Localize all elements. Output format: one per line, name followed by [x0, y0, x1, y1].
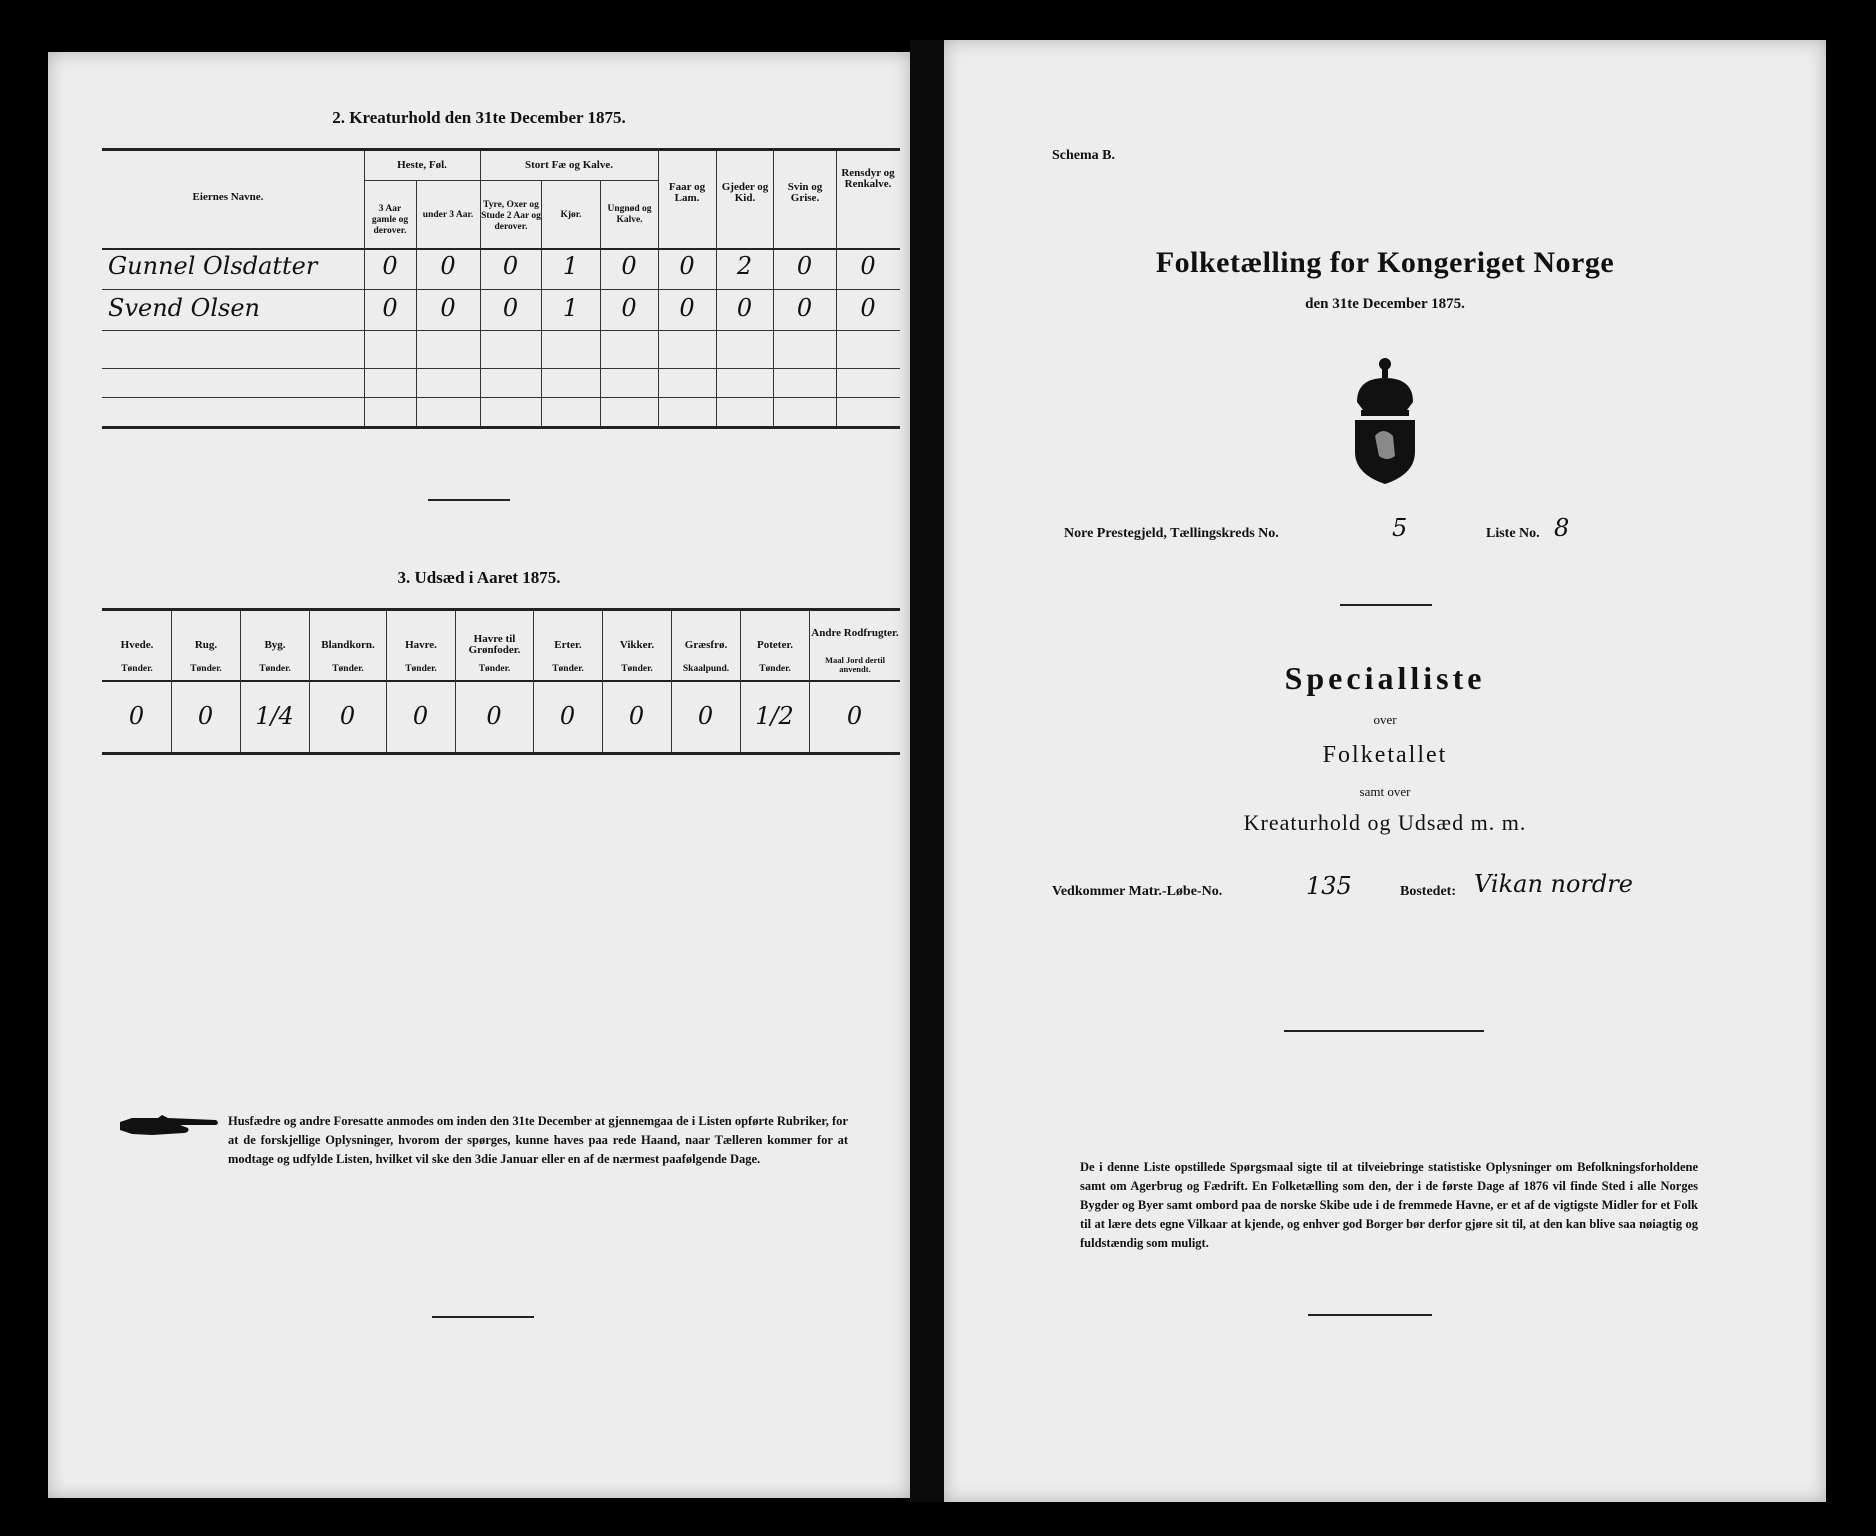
samt-over-label: samt over	[1359, 784, 1411, 799]
table2-top-rule	[102, 148, 900, 151]
heste-group-header: Heste, Føl.	[397, 159, 447, 171]
section3-title: 3. Udsæd i Aaret 1875.	[397, 568, 561, 587]
pointing-hand-icon	[118, 1114, 222, 1138]
owner-name-1: Gunnel Olsdatter	[108, 252, 318, 280]
count-cell: 0	[502, 294, 519, 322]
liste-label: Liste No.	[1486, 526, 1540, 541]
liste-number: 8	[1554, 514, 1570, 542]
count-cell: 2	[736, 252, 753, 280]
poteter-unit: Tønder.	[759, 664, 791, 674]
udsaed-value: 0	[412, 702, 429, 730]
havre-gronfoder-header: Havre til Grønfoder.	[468, 633, 521, 656]
divider	[428, 499, 510, 501]
vikker-header: Vikker.	[619, 639, 655, 651]
graesfro-header: Græsfrø.	[684, 639, 728, 651]
kreds-number: 5	[1392, 514, 1408, 542]
svin-header: Svin og Grise.	[787, 181, 823, 204]
rug-unit: Tønder.	[190, 664, 222, 674]
havre-gronfoder-unit: Tønder.	[478, 664, 511, 674]
udsaed-value: 0	[339, 702, 356, 730]
count-cell: 0	[440, 294, 456, 322]
count-cell: 0	[502, 252, 519, 280]
over-label: over	[1373, 712, 1397, 727]
kjor-header: Kjør.	[560, 210, 582, 220]
matr-label: Vedkommer Matr.-Løbe-No.	[1052, 884, 1223, 899]
kreaturhold-heading: Kreaturhold og Udsæd m. m.	[1243, 810, 1527, 835]
count-cell: 0	[440, 252, 456, 280]
count-cell: 0	[860, 294, 876, 322]
rensdyr-header: Rensdyr og Renkalve.	[841, 167, 895, 190]
count-cell: 0	[382, 294, 398, 322]
count-cell: 0	[736, 294, 753, 322]
owner-name-2: Svend Olsen	[108, 294, 260, 322]
count-cell: 0	[621, 294, 637, 322]
rodfrugter-header: Andre Rodfrugter.	[811, 627, 899, 639]
byg-header: Byg.	[264, 639, 286, 651]
count-cell: 0	[796, 252, 813, 280]
divider	[1340, 604, 1432, 606]
rug-header: Rug.	[194, 639, 218, 651]
count-cell: 0	[679, 252, 695, 280]
table3-bottom-rule	[102, 752, 900, 755]
right-page	[944, 40, 1826, 1502]
blandkorn-unit: Tønder.	[332, 664, 364, 674]
hvede-header: Hvede.	[120, 639, 154, 651]
table3-top-rule	[102, 608, 900, 611]
erter-unit: Tønder.	[552, 664, 584, 674]
graesfro-unit: Skaalpund.	[682, 664, 730, 674]
tyre-header: Tyre, Oxer og Stude 2 Aar og derover.	[481, 200, 541, 232]
udsaed-value: 0	[197, 702, 214, 730]
divider	[1308, 1314, 1432, 1316]
udsaed-value: 1/4	[255, 702, 294, 730]
coat-of-arms-icon	[1349, 356, 1421, 486]
stort-group-header: Stort Fæ og Kalve.	[525, 159, 613, 171]
faar-header: Faar og Lam.	[668, 181, 706, 204]
left-page	[48, 52, 910, 1498]
ungnod-header: Ungnød og Kalve.	[607, 204, 652, 225]
count-cell: 0	[382, 252, 398, 280]
udsaed-value: 0	[628, 702, 645, 730]
havre-header: Havre.	[405, 639, 437, 651]
count-cell: 1	[562, 252, 579, 280]
section2-title: 2. Kreaturhold den 31te December 1875.	[332, 108, 626, 127]
instruction-notice: Husfædre og andre Foresatte anmodes om inden den 31te December at gjennemgaa de i Listen opførte Rubriker, for at de forskjellige Oplysninger, hvorom der spørges, kunne haves paa rede Haand, naar Tælleren kommer for at modtage og udfylde Listen, hvilket vil ske den 3die Januar eller en af de nærmest paafølgende Dage.	[228, 1114, 848, 1166]
udsaed-value: 0	[697, 702, 714, 730]
matr-number: 135	[1306, 872, 1352, 900]
heste-3aar-header: 3 Aar gamle og derover.	[371, 204, 409, 236]
blandkorn-header: Blandkorn.	[321, 639, 375, 651]
count-cell: 0	[860, 252, 876, 280]
folketallet-heading: Folketallet	[1322, 742, 1448, 768]
byg-unit: Tønder.	[259, 664, 291, 674]
hvede-unit: Tønder.	[121, 664, 153, 674]
heste-under3-header: under 3 Aar.	[422, 210, 474, 220]
bosted-value: Vikan nordre	[1474, 870, 1633, 898]
prestegjeld-label: Nore Prestegjeld, Tællingskreds No.	[1064, 526, 1279, 541]
book-spine	[910, 40, 944, 1502]
count-cell: 1	[562, 294, 579, 322]
count-cell: 0	[621, 252, 637, 280]
schema-label: Schema B.	[1052, 148, 1115, 163]
bosted-label: Bostedet:	[1400, 884, 1456, 899]
udsaed-value: 0	[128, 702, 145, 730]
poteter-header: Poteter.	[757, 639, 793, 651]
table2-bottom-rule	[102, 426, 900, 429]
divider	[432, 1316, 534, 1318]
owner-column-header: Eiernes Navne.	[192, 191, 264, 203]
specialliste-heading: Specialliste	[1284, 660, 1486, 696]
census-title: Folketælling for Kongeriget Norge	[1155, 246, 1615, 279]
udsaed-value: 0	[559, 702, 576, 730]
vikker-unit: Tønder.	[621, 664, 653, 674]
havre-unit: Tønder.	[405, 664, 437, 674]
udsaed-value: 0	[486, 702, 502, 730]
count-cell: 0	[796, 294, 813, 322]
erter-header: Erter.	[554, 639, 582, 651]
udsaed-value: 0	[846, 702, 863, 730]
udsaed-value: 1/2	[755, 702, 794, 730]
census-date: den 31te December 1875.	[1305, 296, 1465, 312]
divider	[1284, 1030, 1484, 1032]
census-purpose-text: De i denne Liste opstillede Spørgsmaal sigte til at tilveiebringe statistiske Oplysninger om Befolkningsforholdene samt om Agerbrug og Fædrift. En Folketælling som den, der i de første Dage af 1876 vil finde Sted i alle Norges Bygder og Byer samt ombord paa de norske Skibe ude i de fremmede Havne, er et af de vigtigste Midler for et Folk til at lære dets egne Vilkaar at kjende, og enhver god Borger bør derfor gjøre sit til, at den kan blive saa nøiagtig og fuldstændig som muligt.	[1080, 1160, 1698, 1250]
rodfrugter-unit: Maal Jord dertil anvendt.	[825, 655, 885, 674]
gjeder-header: Gjeder og Kid.	[721, 181, 769, 204]
count-cell: 0	[679, 294, 695, 322]
